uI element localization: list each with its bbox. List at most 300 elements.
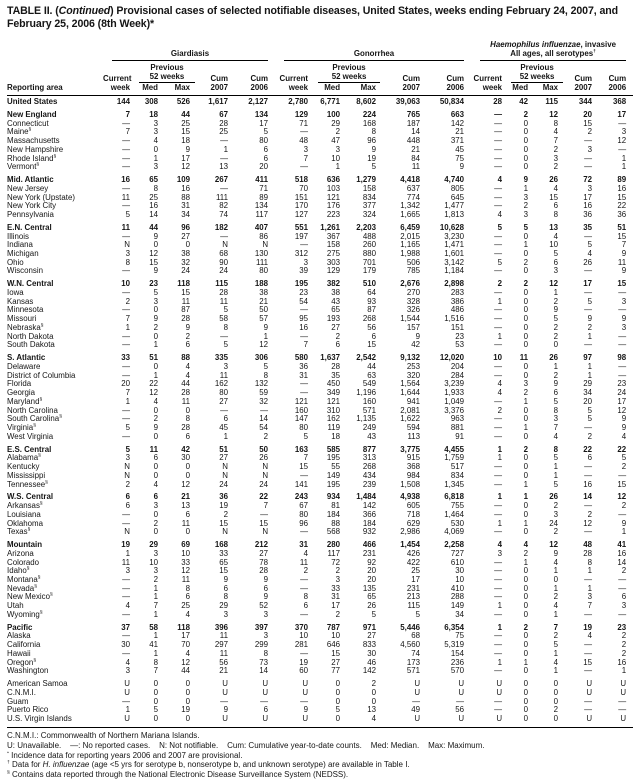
cell: 187 <box>406 118 421 128</box>
cell: 9 <box>459 162 465 172</box>
cell: 170 <box>294 201 309 211</box>
table-row <box>7 397 633 406</box>
cell: — <box>618 575 627 585</box>
cell: 50,834 <box>439 97 465 107</box>
cell: U <box>458 714 465 724</box>
cell: 1,345 <box>444 479 465 489</box>
cell: — <box>618 144 627 154</box>
cell: 1 <box>553 288 559 297</box>
cell: 2 <box>263 431 269 441</box>
cell: 12 <box>617 492 627 502</box>
cell: 236 <box>450 657 465 667</box>
table-row <box>7 602 633 611</box>
cell: — <box>122 305 130 315</box>
cell: 4,418 <box>400 175 421 185</box>
cell: 283 <box>450 288 465 297</box>
table-row <box>7 667 633 676</box>
cell: 382 <box>326 279 341 289</box>
cell: 580 <box>294 353 309 363</box>
cell: 176 <box>326 201 341 211</box>
cell: 2 <box>621 566 627 576</box>
cell: 0 <box>523 666 529 676</box>
cell: 6,771 <box>320 97 341 107</box>
cell: 1,601 <box>444 249 465 258</box>
cell: 370 <box>294 622 309 632</box>
table-row <box>7 611 633 620</box>
cell: 253 <box>406 361 421 371</box>
cell: 1,135 <box>356 414 377 424</box>
cell: 4,069 <box>444 527 465 537</box>
cell: 19 <box>367 153 377 163</box>
cell: — <box>584 705 593 715</box>
cell: 1 <box>497 657 503 667</box>
cell: 3 <box>523 379 529 389</box>
cell: 6 <box>263 705 269 715</box>
cell: 2 <box>553 501 559 511</box>
cell: 10 <box>149 557 158 567</box>
cell: — <box>300 240 309 250</box>
cell: 65 <box>367 592 377 602</box>
cell: 7 <box>303 153 309 163</box>
cell: 1 <box>153 631 158 641</box>
cell: 162 <box>326 414 341 424</box>
cell: — <box>494 423 503 433</box>
cell: 13 <box>549 222 559 232</box>
cell: 270 <box>406 288 421 297</box>
cell: 0 <box>523 296 529 306</box>
cell: N <box>222 470 228 480</box>
cell: — <box>618 118 627 128</box>
cell: — <box>122 340 130 350</box>
cell: 197 <box>294 231 309 241</box>
cell: 15 <box>299 462 309 472</box>
cell: 33 <box>181 557 190 567</box>
cell: 119 <box>327 423 341 433</box>
cell: 0 <box>153 696 158 706</box>
cell: — <box>494 370 503 380</box>
y2006-label: 2006 <box>427 83 471 95</box>
cell: 8 <box>553 405 559 415</box>
sub-header-row-1 <box>7 72 633 83</box>
cell: 11 <box>299 557 309 567</box>
table-row <box>7 193 633 202</box>
cell: 11 <box>181 296 190 306</box>
cell: 0 <box>523 118 529 128</box>
reporting-area-label: New Jersey <box>7 183 49 193</box>
cell: — <box>494 136 503 146</box>
reporting-area-label: Virginia§ <box>7 423 36 433</box>
cell: 13 <box>367 705 377 715</box>
y2007-label: 2007 <box>383 83 427 95</box>
cell: 6 <box>185 431 190 441</box>
cell: 195 <box>326 479 341 489</box>
cell: 1 <box>621 153 627 163</box>
group-title-giardiasis: Giardiasis <box>112 49 268 61</box>
cell: 268 <box>362 314 377 324</box>
cell: 44 <box>149 222 158 232</box>
cell: 44 <box>181 379 190 389</box>
cell: 3 <box>621 127 627 137</box>
cell: 1 <box>497 492 503 502</box>
cell: 1,988 <box>400 249 421 258</box>
cell: 3,230 <box>444 231 465 241</box>
cell: 915 <box>406 453 421 463</box>
cell: 2 <box>523 279 529 289</box>
cell: — <box>122 575 130 585</box>
cell: 0 <box>523 566 529 576</box>
cell: — <box>220 153 228 163</box>
cell: 23 <box>455 331 465 341</box>
table-row <box>7 619 633 632</box>
cell: 4 <box>185 609 190 619</box>
cell: — <box>220 183 228 193</box>
cell: 21 <box>181 492 190 502</box>
reporting-area-label: S. Atlantic <box>7 353 46 363</box>
cell: 0 <box>523 331 529 341</box>
cell: 28 <box>181 423 190 433</box>
cell: 72 <box>331 557 341 567</box>
cell: 34 <box>583 388 593 398</box>
cell: 4,938 <box>400 492 421 502</box>
table-row <box>7 306 633 315</box>
table-row <box>7 558 633 567</box>
cell: — <box>220 231 228 241</box>
cell: 755 <box>450 501 465 511</box>
cell: 530 <box>450 518 465 528</box>
cell: 36 <box>219 492 228 502</box>
reporting-area-label: Utah <box>7 601 24 611</box>
reporting-area-label: W.S. Central <box>7 492 54 502</box>
table-row <box>7 371 633 380</box>
cell: 18 <box>331 431 341 441</box>
cell: 2 <box>335 127 341 137</box>
cell: U <box>302 714 309 724</box>
cell: 2 <box>125 296 130 306</box>
cell: 7 <box>125 109 130 119</box>
cell: 6 <box>153 492 158 502</box>
cell: 7 <box>553 136 559 146</box>
cell: 56 <box>367 322 377 332</box>
cell: 0 <box>185 687 190 697</box>
cell: 16 <box>617 548 627 558</box>
table-row <box>7 363 633 372</box>
reporting-area-label: Oregon§ <box>7 657 37 667</box>
table-row <box>7 697 633 706</box>
cell: 188 <box>254 279 269 289</box>
cell: 2 <box>587 127 593 137</box>
cell: 0 <box>523 340 529 350</box>
cell: 570 <box>450 666 465 676</box>
cell: — <box>584 266 593 276</box>
cell: 2,986 <box>400 527 421 537</box>
cell: 4 <box>185 648 190 658</box>
table-row <box>7 593 633 602</box>
cell: 2 <box>553 296 559 306</box>
cell: — <box>584 609 593 619</box>
cell: 63 <box>367 370 377 380</box>
notifiable-diseases-table <box>7 40 633 723</box>
cell: 19 <box>219 501 228 511</box>
cell: 3 <box>523 210 529 219</box>
table-row <box>7 315 633 324</box>
reporting-area-label: Illinois <box>7 231 29 241</box>
cell: U <box>496 679 503 689</box>
med-label: Med <box>315 83 347 95</box>
cell: 2 <box>153 518 158 528</box>
cell: 5 <box>415 609 421 619</box>
cell: 9 <box>185 322 190 332</box>
cum-label: Cum <box>608 73 627 83</box>
cell: — <box>300 527 309 537</box>
cell: 2 <box>587 509 593 519</box>
table-row <box>7 380 633 389</box>
reporting-area-label: Montana§ <box>7 575 41 585</box>
cell: 28 <box>331 361 341 371</box>
cell: 25 <box>149 192 158 202</box>
cell: 11 <box>149 444 158 454</box>
cell: — <box>260 696 269 706</box>
reporting-area-label: Indiana <box>7 240 33 250</box>
reporting-area-label: E.N. Central <box>7 222 52 232</box>
cell: 4 <box>303 548 309 558</box>
cell: 6 <box>153 453 158 463</box>
reporting-area-label: E.S. Central <box>7 444 52 454</box>
cell: 30 <box>181 453 190 463</box>
cell: U <box>586 679 593 689</box>
cell: 2 <box>523 257 529 267</box>
cell: 1,622 <box>400 414 421 424</box>
cell: 2 <box>587 322 593 332</box>
cell: 2,542 <box>356 353 377 363</box>
cell: — <box>584 575 593 585</box>
cell: 551 <box>294 222 309 232</box>
cell: 1,665 <box>400 210 421 219</box>
cell: — <box>122 431 130 441</box>
cell: 6 <box>263 153 269 163</box>
cell: — <box>300 331 309 341</box>
cell: — <box>494 666 503 676</box>
cell: 9 <box>621 423 627 433</box>
cell: 466 <box>362 540 377 550</box>
cell: 6,818 <box>444 492 465 502</box>
cell: 117 <box>327 548 341 558</box>
cell: 1 <box>523 183 529 193</box>
cell: — <box>618 370 627 380</box>
cell: 44 <box>181 666 190 676</box>
cell: 2 <box>335 609 341 619</box>
table-row <box>7 502 633 511</box>
cell: 26 <box>549 175 559 185</box>
cell: 121 <box>326 396 341 406</box>
cell: 6 <box>303 601 309 611</box>
table-row <box>7 250 633 259</box>
cell: 4 <box>553 657 559 667</box>
cell: 1 <box>497 331 503 341</box>
reporting-area-label: Ohio <box>7 257 24 267</box>
cell: 9,132 <box>400 353 421 363</box>
cell: 2,258 <box>444 540 465 550</box>
cell: 9 <box>621 518 627 528</box>
reporting-area-label: Delaware <box>7 361 41 371</box>
cell: — <box>618 583 627 593</box>
cell: 4 <box>497 379 503 389</box>
cell: 4 <box>587 631 593 641</box>
cell: 1 <box>153 592 158 602</box>
cell: 149 <box>326 470 341 480</box>
reporting-area-label: Maryland§ <box>7 396 43 406</box>
cell: 605 <box>406 501 421 511</box>
cell: 48 <box>299 136 309 146</box>
cell: 249 <box>362 423 377 433</box>
y2007-label: 2007 <box>197 83 235 95</box>
cell: 8 <box>587 557 593 567</box>
table-row <box>7 289 633 298</box>
cell: 324 <box>362 210 377 219</box>
cell: — <box>300 575 309 585</box>
cell: 5 <box>497 257 503 267</box>
cell: 0 <box>153 305 158 315</box>
cell: 10 <box>121 279 130 289</box>
cell: — <box>584 666 593 676</box>
cell: 42 <box>181 444 190 454</box>
cell: 1 <box>523 479 529 489</box>
cell: 5 <box>553 396 559 406</box>
cell: 4 <box>497 175 503 185</box>
cell: 594 <box>406 423 421 433</box>
cell: 1 <box>125 396 130 406</box>
cell: 2 <box>553 144 559 154</box>
cell: — <box>494 431 503 441</box>
cell: N <box>124 470 130 480</box>
week-label: week <box>275 83 315 95</box>
cell: 8 <box>263 648 269 658</box>
cell: 0 <box>153 331 158 341</box>
reporting-area-label: South Carolina§ <box>7 414 62 424</box>
reporting-area-label: U.S. Virgin Islands <box>7 714 72 724</box>
cell: N <box>222 527 228 537</box>
cell: 54 <box>299 296 309 306</box>
cell: 15 <box>367 340 377 350</box>
cell: 9 <box>223 705 228 715</box>
table-row <box>7 267 633 276</box>
cell: 29 <box>219 601 228 611</box>
cell: 984 <box>406 470 421 480</box>
cell: 0 <box>153 361 158 371</box>
cell: 23 <box>299 288 309 297</box>
cell: 59 <box>259 388 269 398</box>
cell: 5,446 <box>400 622 421 632</box>
cell: 0 <box>185 470 190 480</box>
cell: 32 <box>181 257 190 267</box>
cell: 0 <box>523 501 529 511</box>
cell: U <box>458 687 465 697</box>
cell: 1,759 <box>444 453 465 463</box>
cell: 193 <box>326 314 341 324</box>
cell: 11 <box>219 631 228 641</box>
cell: 0 <box>523 414 529 424</box>
cell: 299 <box>254 640 269 650</box>
cell: 0 <box>523 575 529 585</box>
cell: 571 <box>362 405 377 415</box>
cell: 68 <box>411 631 421 641</box>
cell: — <box>122 144 130 154</box>
cell: 75 <box>455 631 465 641</box>
cell: 1 <box>153 370 158 380</box>
cell: 397 <box>254 622 269 632</box>
cell: 4 <box>153 396 158 406</box>
cell: 5 <box>553 249 559 258</box>
cell: 22 <box>583 444 593 454</box>
cell: 0 <box>185 405 190 415</box>
table-row <box>7 528 633 537</box>
cum-label: Cum <box>574 73 593 83</box>
cell: — <box>494 153 503 163</box>
cell: 27 <box>331 322 341 332</box>
cell: — <box>494 501 503 511</box>
cell: 396 <box>214 622 228 632</box>
cell: — <box>494 109 503 119</box>
cell: 0 <box>335 687 341 697</box>
cell: 5 <box>553 479 559 489</box>
cell: 2 <box>553 322 559 332</box>
cell: 10 <box>331 631 341 641</box>
cell: 0 <box>523 288 529 297</box>
cell: 328 <box>406 296 421 306</box>
cell: 3 <box>497 548 503 558</box>
cell: 168 <box>362 118 377 128</box>
cell: 6 <box>223 583 228 593</box>
cell: 0 <box>523 631 529 641</box>
cell: 12 <box>617 136 627 146</box>
cell: 15 <box>219 566 228 576</box>
table-row <box>7 389 633 398</box>
cell: 6 <box>553 201 559 211</box>
spacer-cell <box>7 40 103 61</box>
cell: 39,063 <box>395 97 421 107</box>
cell: 26 <box>549 353 559 363</box>
cell: 805 <box>450 183 465 193</box>
cell: 30 <box>367 648 377 658</box>
table-row <box>7 106 633 119</box>
cell: — <box>300 648 309 658</box>
cell: 15 <box>583 118 593 128</box>
cell: 0 <box>153 431 158 441</box>
cell: 19 <box>181 705 190 715</box>
cell: 37 <box>121 622 130 632</box>
cell: 223 <box>326 210 341 219</box>
cell: 17 <box>181 631 190 641</box>
cell: — <box>584 648 593 658</box>
cell: 9 <box>415 331 421 341</box>
reporting-area-label: Alabama§ <box>7 453 41 463</box>
cell: 9 <box>303 705 309 715</box>
cell: 877 <box>362 444 377 454</box>
cell: 151 <box>294 192 309 202</box>
cell: 6 <box>263 583 269 593</box>
cell: 31 <box>331 592 341 602</box>
reporting-area-label: Louisiana <box>7 509 41 519</box>
table-row <box>7 128 633 137</box>
cell: 4 <box>371 714 377 724</box>
current-label: Current <box>279 73 309 83</box>
cell: 14 <box>259 666 269 676</box>
cell: — <box>618 331 627 341</box>
cell: U <box>262 687 269 697</box>
reporting-area-label: United States <box>7 97 58 107</box>
cell: — <box>494 144 503 154</box>
cell: 29 <box>583 379 593 389</box>
cell: — <box>220 136 228 146</box>
